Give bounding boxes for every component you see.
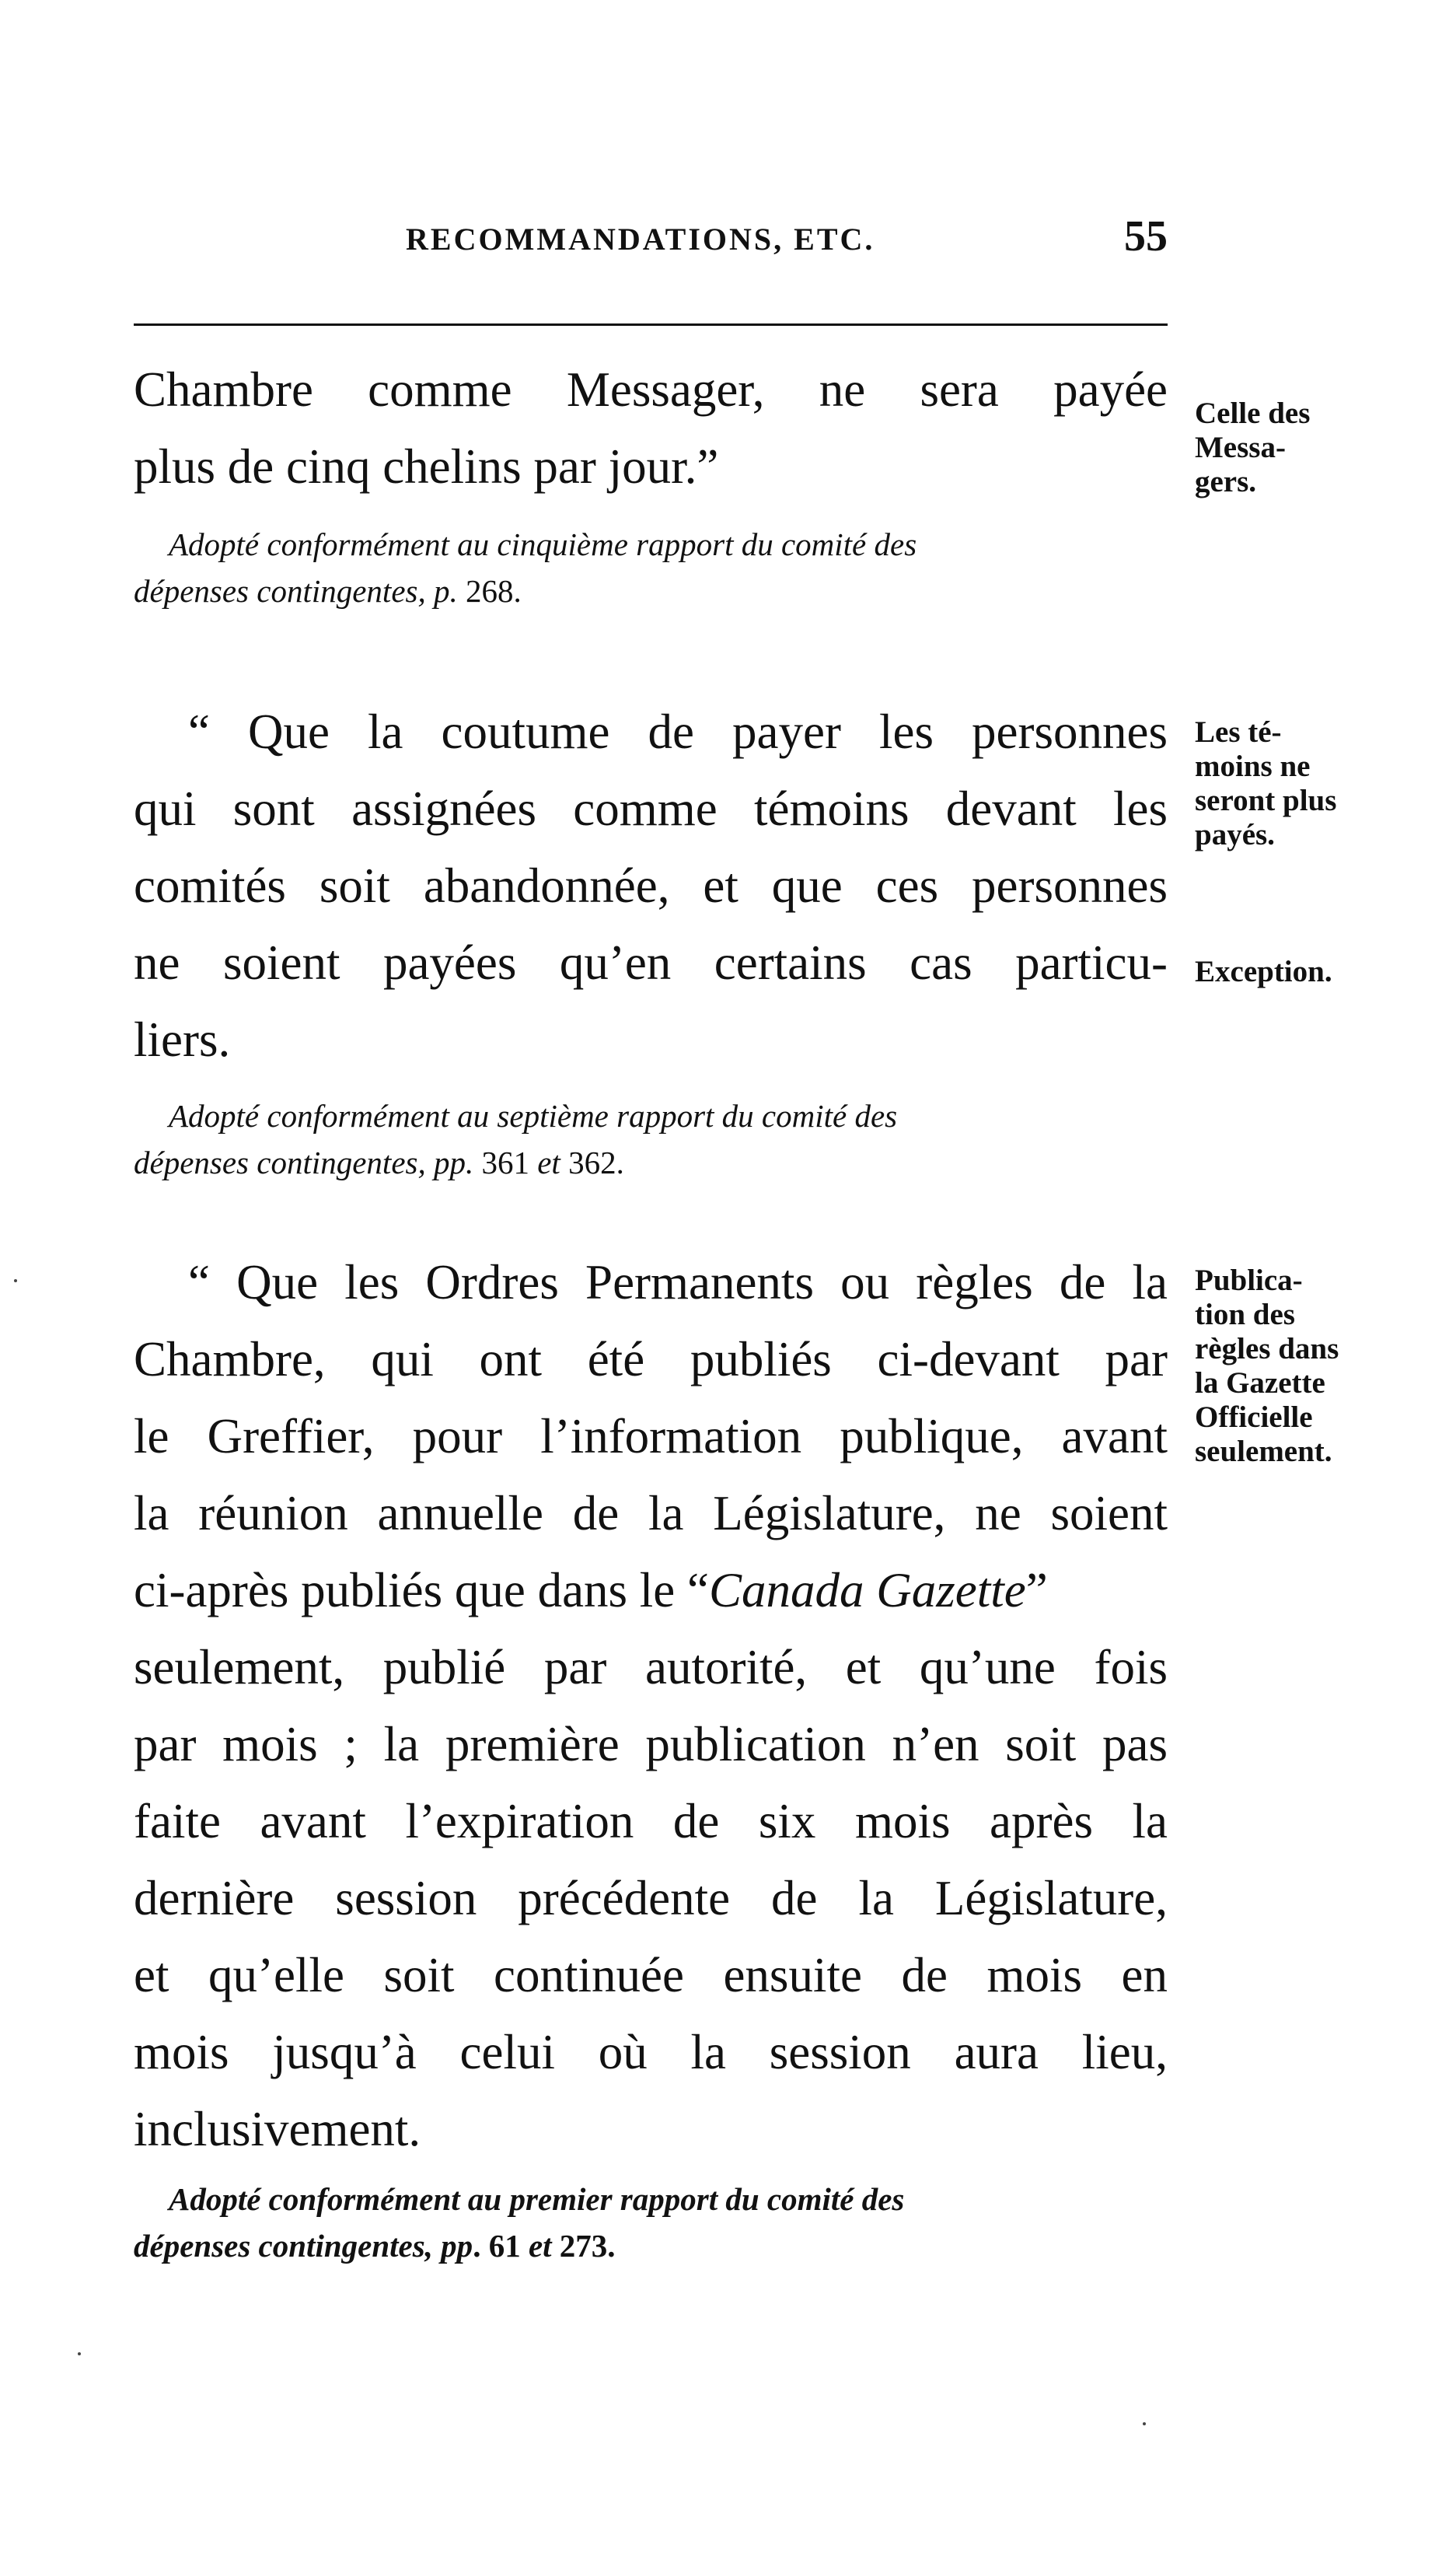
text-line: dernière session précédente de la Législature,	[134, 1871, 1168, 1925]
note-page-ref: 273.	[551, 2228, 616, 2264]
note-text: Adopté conformément au septième rapport du comité des	[169, 1098, 898, 1134]
margin-note-line: Publica-	[1195, 1264, 1303, 1297]
note-page-ref: 268.	[457, 573, 522, 609]
text-line: ne soient payées qu’en certains cas particu-	[134, 935, 1168, 990]
adoption-note	[134, 521, 1168, 614]
note-page-ref: 362.	[560, 1145, 624, 1180]
publication-title: Canada Gazette	[708, 1563, 1026, 1617]
margin-note-line: gers.	[1195, 465, 1257, 498]
text-line: le Greffier, pour l’information publique, avant	[134, 1409, 1168, 1463]
header-rule	[134, 323, 1168, 326]
text-line: mois jusqu’à celui où la session aura lieu,	[134, 2025, 1168, 2079]
adoption-note	[134, 2176, 1168, 2269]
note-text: Adopté conformément au cinquième rapport du comité des	[169, 526, 917, 562]
note-page-ref: 361	[473, 1145, 538, 1180]
margin-note-line: payés.	[1195, 818, 1275, 851]
note-line	[134, 1139, 1168, 1186]
text-line: “ Que les Ordres Permanents ou règles de la	[188, 1255, 1168, 1309]
text-line: plus de cinq chelins par jour.”	[134, 439, 719, 494]
note-page-ref: . 61	[473, 2228, 529, 2264]
text-line: qui sont assignées comme témoins devant les	[134, 781, 1168, 836]
text-line: comités soit abandonnée, et que ces personnes	[134, 858, 1168, 913]
margin-note-publication	[1195, 1264, 1444, 1469]
text-line: seulement, publié par autorité, et qu’une fois	[134, 1640, 1168, 1694]
note-line	[134, 2176, 1168, 2222]
text-segment: ”	[1025, 1563, 1048, 1617]
margin-note-line: Celle des	[1195, 397, 1311, 430]
text-line: par mois ; la première publication n’en soit pas	[134, 1717, 1168, 1771]
adoption-note	[134, 1093, 1168, 1186]
margin-note-line: seront plus	[1195, 784, 1337, 817]
note-text: Adopté conformément au premier rapport du comité des	[169, 2181, 905, 2217]
note-line	[134, 521, 1168, 568]
paragraph-standing-orders	[134, 1244, 1168, 2168]
note-text: dépenses contingentes, pp.	[134, 1145, 474, 1180]
text-line: et qu’elle soit continuée ensuite de mois en	[134, 1948, 1168, 2002]
note-text: et	[537, 1145, 560, 1180]
margin-note-line: moins ne	[1195, 750, 1311, 783]
text-line: liers.	[134, 1012, 231, 1067]
margin-note-line: la Gazette	[1195, 1366, 1325, 1400]
margin-note-line: Exception.	[1195, 955, 1332, 988]
margin-note-line: Messa-	[1195, 431, 1286, 464]
text-line: faite avant l’expiration de six mois après la	[134, 1794, 1168, 1848]
text-line: inclusivement.	[134, 2102, 421, 2156]
running-title: RECOMMANDATIONS, ETC.	[406, 222, 875, 257]
note-text: dépenses contingentes, p.	[134, 573, 458, 609]
text-line	[134, 1552, 1168, 1629]
margin-note-line: Les té-	[1195, 715, 1282, 749]
margin-note-line: seulement.	[1195, 1435, 1332, 1468]
note-text: dépenses contingentes, pp	[134, 2228, 473, 2264]
running-head	[134, 212, 1168, 266]
note-line	[134, 568, 1168, 614]
note-line	[134, 2222, 1168, 2269]
margin-note-messengers	[1195, 397, 1444, 499]
note-text: et	[528, 2228, 552, 2264]
margin-note-line: règles dans	[1195, 1332, 1339, 1365]
margin-note-witnesses	[1195, 715, 1444, 852]
paragraph-messengers	[134, 351, 1168, 505]
scan-speck	[1143, 2422, 1146, 2425]
text-line: la réunion annuelle de la Législature, ne soient	[134, 1486, 1168, 1540]
scan-speck	[14, 1279, 17, 1282]
margin-note-line: tion des	[1195, 1298, 1295, 1331]
scan-speck	[78, 2352, 81, 2355]
text-line: Chambre, qui ont été publiés ci-devant par	[134, 1332, 1168, 1386]
page-number: 55	[1124, 212, 1168, 260]
text-line: Chambre comme Messager, ne sera payée	[134, 362, 1168, 417]
text-segment: ci-après publiés que dans le “	[134, 1563, 709, 1617]
margin-note-exception	[1195, 955, 1444, 989]
paragraph-witnesses	[134, 694, 1168, 1079]
margin-note-line: Officielle	[1195, 1400, 1313, 1434]
note-line	[134, 1093, 1168, 1139]
text-line: “ Que la coutume de payer les personnes	[188, 705, 1168, 759]
